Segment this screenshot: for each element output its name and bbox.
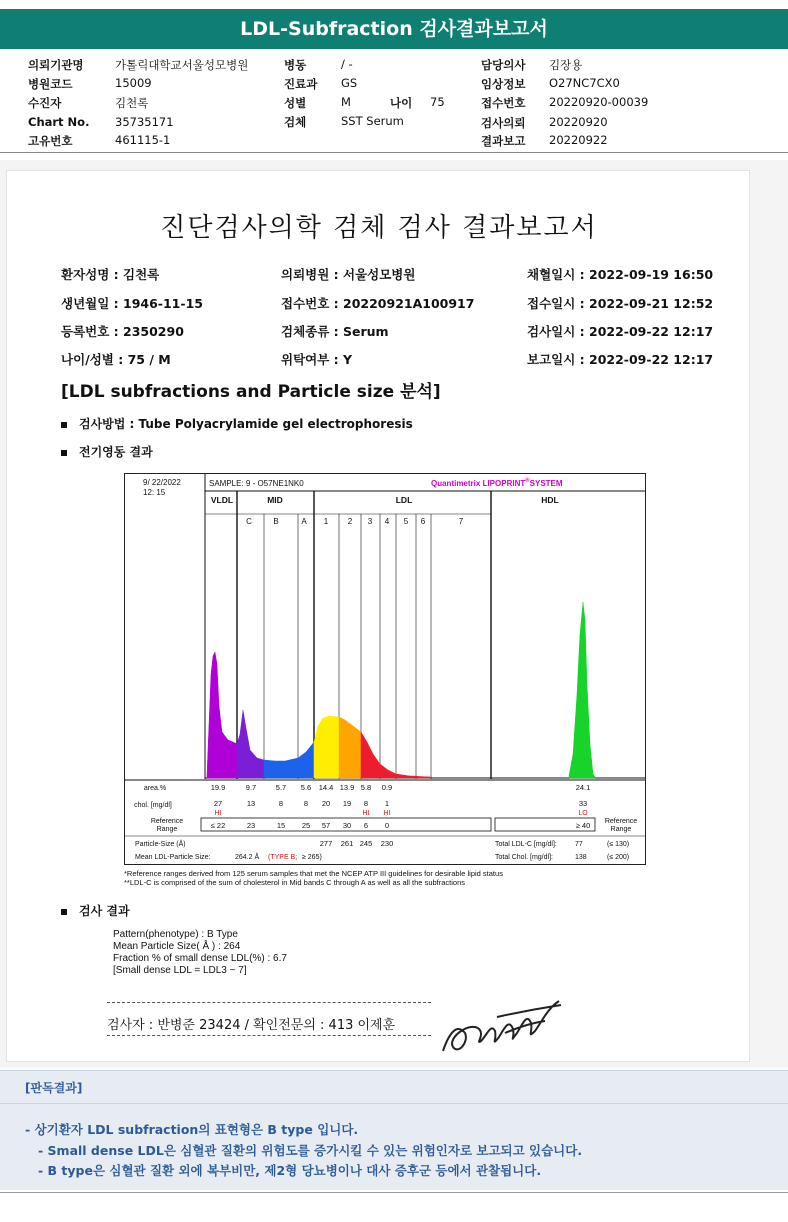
ward-label: 병동 bbox=[284, 58, 307, 72]
chol-row-label: chol. [mg/dl] bbox=[134, 802, 172, 809]
chol-flag: LO bbox=[578, 810, 588, 817]
electro-line bbox=[61, 443, 153, 460]
header-divider bbox=[0, 152, 788, 153]
chol-value: 8 bbox=[363, 799, 369, 808]
report-title-bar bbox=[0, 9, 788, 49]
divider bbox=[107, 1002, 431, 1003]
chol-value: 33 bbox=[578, 799, 588, 808]
band-label-5: 5 bbox=[403, 517, 409, 526]
ref-row-label: Range bbox=[156, 826, 178, 833]
age-sex: 나이/성별 : 75 / M bbox=[61, 352, 171, 367]
specimen-label: 검체 bbox=[284, 115, 307, 129]
consignment: 위탁여부 : Y bbox=[281, 352, 353, 367]
divider bbox=[107, 1035, 431, 1036]
group-label-vldl: VLDL bbox=[210, 495, 234, 505]
receipt-number: 접수번호 : 20220921A100917 bbox=[281, 296, 475, 311]
area-value: 24.1 bbox=[575, 783, 591, 792]
result-summary bbox=[113, 929, 287, 977]
age-label: 나이 bbox=[390, 96, 413, 110]
chol-value: 8 bbox=[303, 799, 309, 808]
band-label-7: 7 bbox=[458, 517, 464, 526]
clinical-info-label: 임상정보 bbox=[481, 77, 526, 91]
result-line bbox=[61, 902, 130, 919]
chol-flag: HI bbox=[383, 810, 391, 817]
department-value: GS bbox=[341, 76, 358, 90]
chol-flag: HI bbox=[362, 810, 370, 817]
chol-value: 19 bbox=[342, 799, 352, 808]
ref-value: 15 bbox=[276, 821, 286, 830]
ref-value: 0 bbox=[384, 821, 390, 830]
test-time: 검사일시 : 2022-09-22 12:17 bbox=[527, 324, 714, 339]
patient-label: 수진자 bbox=[28, 96, 62, 110]
receipt-time: 접수일시 : 2022-09-21 12:52 bbox=[527, 296, 714, 311]
chart-svg bbox=[125, 474, 645, 864]
area-value: 13.9 bbox=[339, 783, 355, 792]
vldl-peak bbox=[207, 652, 237, 778]
ldl-1-band bbox=[314, 716, 339, 778]
note-line: *Reference ranges derived from 125 serum samples that met the NCEP ATP III guidelines for desirable lipid status bbox=[124, 869, 503, 878]
ref-row-label: Reference bbox=[150, 818, 184, 825]
tester-line: 검사자 : 반병준 23424 / 확인전문의 : 413 이제훈 bbox=[107, 1018, 396, 1033]
receipt-no-value: 20220920-00039 bbox=[549, 95, 649, 109]
area-value: 9.7 bbox=[245, 783, 257, 792]
particle-value: 245 bbox=[359, 839, 373, 848]
receipt-no-label: 접수번호 bbox=[481, 96, 526, 110]
note-line: **LDL-C is comprised of the sum of cholesterol in Mid bands C through A as well as all the subfractions bbox=[124, 878, 466, 887]
band-label-6: 6 bbox=[420, 517, 426, 526]
electrophoresis-chart bbox=[124, 473, 646, 865]
sex-label: 성별 bbox=[284, 96, 307, 110]
total-ldl-value: 77 bbox=[575, 841, 583, 848]
interpretation-panel bbox=[0, 1070, 788, 1190]
result-title: 검사 결과 bbox=[79, 904, 130, 918]
interpretation-line: - Small dense LDL은 심혈관 질환의 위험도를 증가시킬 수 있는 위험인자로 보고되고 있습니다. bbox=[38, 1143, 583, 1158]
report-time: 보고일시 : 2022-09-22 12:17 bbox=[527, 352, 714, 367]
total-ldl-ref: (≤ 130) bbox=[607, 841, 630, 848]
ref-value: ≤ 22 bbox=[210, 821, 226, 830]
band-label-3: 3 bbox=[367, 517, 373, 526]
result-pattern: Pattern(phenotype) : B Type bbox=[113, 929, 238, 940]
sex-value: M bbox=[341, 95, 351, 109]
chart-no-value: 35735171 bbox=[115, 115, 174, 129]
area-value: 19.9 bbox=[210, 783, 226, 792]
requesting-hospital: 의뢰병원 : 서울성모병원 bbox=[281, 267, 416, 282]
mid-c-band bbox=[237, 710, 264, 778]
doctor-label: 담당의사 bbox=[481, 58, 526, 72]
hospital-label: 의뢰기관명 bbox=[28, 58, 84, 72]
area-value: 14.4 bbox=[318, 783, 334, 792]
ward-value: / - bbox=[341, 57, 353, 71]
particle-value: 261 bbox=[340, 839, 354, 848]
mean-type: (TYPE B; bbox=[268, 854, 298, 861]
chol-value: 20 bbox=[321, 799, 331, 808]
report-title: LDL-Subfraction 검사결과보고서 bbox=[240, 18, 548, 40]
result-fraction: Fraction % of small dense LDL(%) : 6.7 bbox=[113, 953, 287, 964]
doctor-value: 김장용 bbox=[549, 58, 583, 72]
patient-name: 환자성명 : 김천록 bbox=[61, 267, 160, 282]
chol-value: 13 bbox=[246, 799, 256, 808]
total-chol-ref: (≤ 200) bbox=[607, 854, 630, 861]
chol-value: 27 bbox=[213, 799, 223, 808]
ref-value: 6 bbox=[363, 821, 369, 830]
chart-time: 12: 15 bbox=[143, 488, 166, 497]
total-ldl-label: Total LDL-C [mg/dl]: bbox=[495, 841, 557, 848]
section-title: [LDL subfractions and Particle size 분석] bbox=[61, 382, 441, 402]
method-text: 검사방법 : Tube Polyacrylamide gel electrophoresis bbox=[79, 417, 413, 431]
interpretation-divider bbox=[0, 1103, 788, 1104]
result-sdldl-def: [Small dense LDL = LDL3 ~ 7] bbox=[113, 965, 247, 976]
bullet-icon bbox=[61, 422, 67, 428]
chol-flag: HI bbox=[214, 810, 222, 817]
ref-value: 23 bbox=[246, 821, 256, 830]
specimen-type: 검체종류 : Serum bbox=[281, 324, 389, 339]
method-line bbox=[61, 415, 413, 432]
mid-b-a-bands bbox=[264, 742, 314, 778]
unique-no-value: 461115-1 bbox=[115, 133, 171, 147]
interpretation-line: - B type은 심혈관 질환 외에 복부비만, 제2형 당뇨병이나 대사 증후군 등에서 관찰됩니다. bbox=[38, 1163, 542, 1178]
group-label-hdl: HDL bbox=[541, 495, 559, 505]
area-row-label: area.% bbox=[143, 785, 167, 792]
ref-right-label: Reference bbox=[604, 818, 638, 825]
band-label-a: A bbox=[301, 517, 307, 526]
electro-title: 전기영동 결과 bbox=[79, 445, 153, 459]
area-value: 0.9 bbox=[381, 783, 393, 792]
chart-brand: Quantimetrix LIPOPRINT®SYSTEM bbox=[431, 478, 563, 488]
group-label-mid: MID bbox=[267, 495, 283, 505]
report-doc-title: 진단검사의학 검체 검사 결과보고서 bbox=[160, 213, 598, 243]
ref-value: 57 bbox=[321, 821, 331, 830]
reference-notes bbox=[124, 869, 503, 887]
collection-time: 채혈일시 : 2022-09-19 16:50 bbox=[527, 267, 714, 282]
ref-value: 25 bbox=[301, 821, 311, 830]
request-date-label: 검사의뢰 bbox=[481, 116, 526, 130]
ref-value: ≥ 40 bbox=[575, 821, 591, 830]
total-chol-label: Total Chol. [mg/dl]: bbox=[495, 854, 553, 861]
result-mean-size: Mean Particle Size( Å ) : 264 bbox=[113, 941, 241, 952]
band-label-1: 1 bbox=[323, 517, 329, 526]
report-date-value: 20220922 bbox=[549, 133, 608, 147]
header-fields bbox=[0, 52, 788, 152]
chol-value: 8 bbox=[278, 799, 284, 808]
mean-ref: ≥ 265) bbox=[302, 854, 322, 861]
area-value: 5.6 bbox=[300, 783, 312, 792]
chart-date: 9/ 22/2022 bbox=[143, 478, 181, 487]
band-label-4: 4 bbox=[384, 517, 390, 526]
department-label: 진료과 bbox=[284, 77, 318, 91]
chol-value: 1 bbox=[384, 799, 390, 808]
area-value: 5.7 bbox=[275, 783, 287, 792]
particle-value: 277 bbox=[319, 839, 333, 848]
hdl-peak bbox=[569, 602, 595, 778]
group-label-ldl: LDL bbox=[395, 495, 413, 505]
clinical-info-value: O27NC7CX0 bbox=[549, 76, 620, 90]
hospital-code-value: 15009 bbox=[115, 76, 152, 90]
bullet-icon bbox=[61, 450, 67, 456]
hospital-code-label: 병원코드 bbox=[28, 77, 73, 91]
signature bbox=[435, 993, 565, 1061]
band-label-2: 2 bbox=[347, 517, 353, 526]
interpretation-heading: [판독결과] bbox=[25, 1081, 83, 1095]
particle-value: 230 bbox=[380, 839, 394, 848]
registration-no: 등록번호 : 2350290 bbox=[61, 324, 184, 339]
ref-value: 30 bbox=[342, 821, 352, 830]
report-date-label: 결과보고 bbox=[481, 134, 526, 148]
mean-label: Mean LDL-Particle Size: bbox=[135, 854, 211, 861]
bottom-divider bbox=[0, 1192, 788, 1193]
ref-right-label: Range bbox=[610, 826, 632, 833]
area-value: 5.8 bbox=[360, 783, 372, 792]
report-document bbox=[6, 170, 750, 1062]
mean-value: 264.2 Å bbox=[235, 854, 260, 861]
ldl-2-band bbox=[339, 717, 361, 778]
age-value: 75 bbox=[430, 95, 445, 109]
particle-label: Particle-Size (Å) bbox=[135, 841, 186, 848]
band-label-b: B bbox=[273, 517, 279, 526]
unique-no-label: 고유번호 bbox=[28, 134, 73, 148]
total-chol-value: 138 bbox=[575, 854, 587, 861]
interpretation-line: - 상기환자 LDL subfraction의 표현형은 B type 입니다. bbox=[25, 1122, 359, 1137]
chart-no-label: Chart No. bbox=[28, 115, 90, 129]
request-date-value: 20220920 bbox=[549, 115, 608, 129]
patient-value: 김천록 bbox=[115, 96, 149, 110]
bullet-icon bbox=[61, 909, 67, 915]
specimen-value: SST Serum bbox=[341, 114, 404, 128]
band-label-c: C bbox=[246, 517, 252, 526]
hospital-value: 가톨릭대학교서울성모병원 bbox=[115, 58, 249, 72]
chart-sample: SAMPLE: 9 - O57NE1NK0 bbox=[209, 479, 304, 488]
birth-date: 생년월일 : 1946-11-15 bbox=[61, 296, 203, 311]
